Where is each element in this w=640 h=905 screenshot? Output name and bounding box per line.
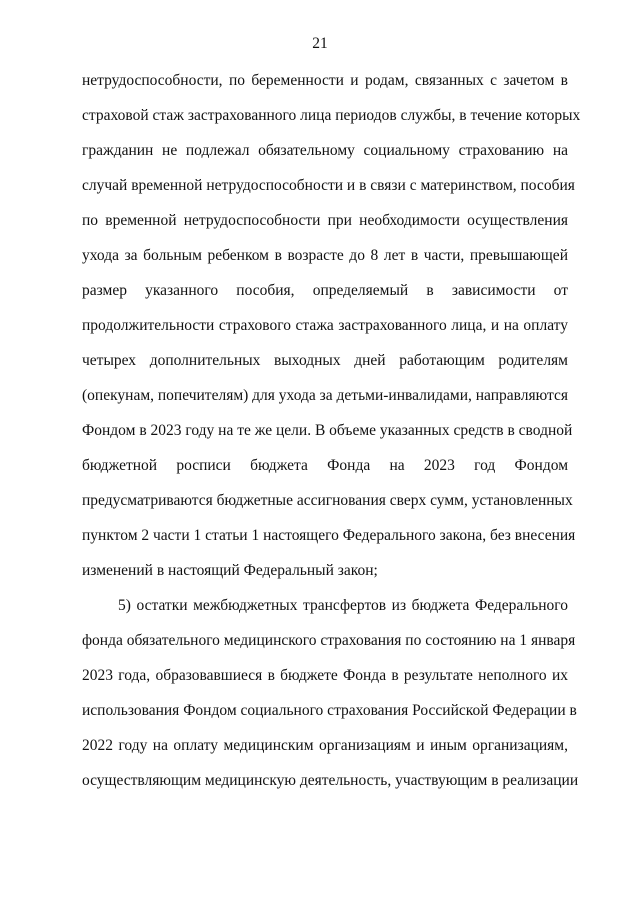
text-line: гражданин не подлежал обязательному социальному страхованию на [82,142,568,159]
text-line: 2023 года, образовавшиеся в бюджете Фонда в результате неполного их [82,667,568,684]
text-line: фонда обязательного медицинского страхования по состоянию на 1 января [82,632,576,649]
text-line: продолжительности страхового стажа застрахованного лица, и на оплату [82,317,568,334]
text-line: случай временной нетрудоспособности и в связи с материнством, пособия [82,177,575,194]
text-line: по временной нетрудоспособности при необходимости осуществления [82,212,568,229]
text-line: пунктом 2 части 1 статьи 1 настоящего Федерального закона, без внесения [82,527,576,544]
text-line: предусматриваются бюджетные ассигнования сверх сумм, установленных [82,492,573,509]
text-line: Фондом в 2023 году на те же цели. В объеме указанных средств в сводной [82,422,573,439]
text-line: нетрудоспособности, по беременности и родам, связанных с зачетом в [82,72,568,89]
text-line: изменений в настоящий Федеральный закон; [82,562,378,579]
text-line: 5) остатки межбюджетных трансфертов из бюджета Федерального [118,597,568,614]
text-line: размер указанного пособия, определяемый в зависимости от [82,282,568,299]
text-line: 2022 году на оплату медицинским организациям и иным организациям, [82,737,568,754]
text-line: использования Фондом социального страхования Российской Федерации в [82,702,577,719]
text-line: бюджетной росписи бюджета Фонда на 2023 год Фондом [82,457,568,474]
text-line: осуществляющим медицинскую деятельность, участвующим в реализации [82,772,579,789]
text-line: ухода за больным ребенком в возрасте до 8 лет в части, превышающей [82,247,568,264]
text-line: страховой стаж застрахованного лица периодов службы, в течение которых [82,107,581,124]
text-line: четырех дополнительных выходных дней работающим родителям [82,352,568,369]
text-line: (опекунам, попечителям) для ухода за детьми-инвалидами, направляются [82,387,568,404]
page-number: 21 [312,35,328,52]
